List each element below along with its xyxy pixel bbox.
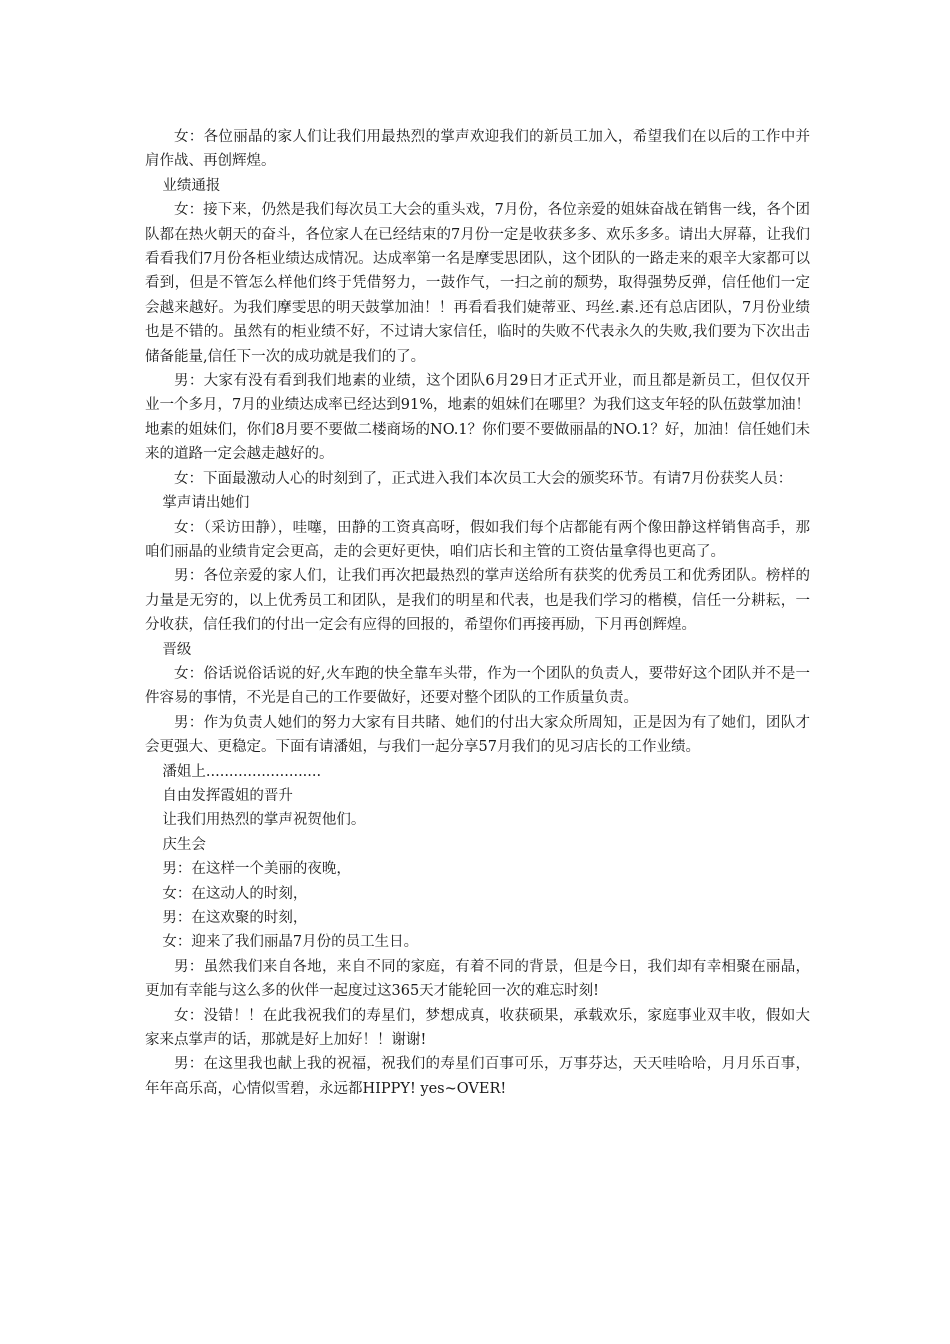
- paragraph-pan-on-stage: 潘姐上.........................: [162, 763, 322, 780]
- document-body: [145, 125, 810, 1101]
- paragraph-congratulate: 让我们用热烈的掌声祝贺他们。: [162, 812, 366, 829]
- paragraph-award-applause: 男：各位亲爱的家人们，让我们再次把最热烈的掌声送给所有获奖的优秀员工和优秀团队。榜样的力量是无穷的，以上优秀员工和团队，是我们的明星和代表，也是我们学习的楷模，信任一分耕耘，一分收获，信任我们的付出一定会有应得的回报的，希望你们再接再励，下月再创辉煌。: [145, 568, 810, 634]
- paragraph-birthday-wishes: 女：没错！！在此我祝我们的寿星们，梦想成真，收获硕果，承载欢乐，家庭事业双丰收，假如大家来点掌声的话，那就是好上加好！！谢谢!: [145, 1007, 810, 1049]
- section-heading-birthday: 庆生会: [162, 836, 206, 853]
- section-heading-performance: 业绩通报: [162, 177, 221, 194]
- paragraph-applause: 掌声请出她们: [162, 495, 250, 512]
- paragraph-disu-team: 男：大家有没有看到我们地素的业绩，这个团队6月29日才正式开业，而且都是新员工，但仅仅开业一个多月，7月的业绩达成率已经达到91%，地素的姐妹们在哪里？为我们这支年轻的队伍鼓掌加油！地素的姐妹们，你们8月要不要做二楼商场的NO.1？你们要不要做丽晶的NO.1？好，加油！信任她们未来的道路一定会越走越好的。: [145, 373, 810, 463]
- paragraph-closing-blessing: 男：在这里我也献上我的祝福，祝我们的寿星们百事可乐，万事芬达，天天哇哈哈，月月乐百事，年年高乐高，心情似雪碧，永远都HIPPY! yes~OVER!: [145, 1056, 810, 1097]
- paragraph-award-intro: 女：下面最激动人心的时刻到了，正式进入我们本次员工大会的颁奖环节。有请7月份获奖人员：: [174, 470, 793, 487]
- paragraph-team-leader: 女：俗话说俗话说的好,火车跑的快全靠车头带，作为一个团队的负责人，要带好这个团队并不是一件容易的事情，不光是自己的工作要做好，还要对整个团队的工作质量负责。: [145, 665, 810, 707]
- paragraph-xia-promotion: 自由发挥霞姐的晋升: [162, 787, 293, 804]
- paragraph-beautiful-night: 男：在这样一个美丽的夜晚，: [162, 861, 351, 878]
- paragraph-interview: 女：（采访田静），哇噻，田静的工资真高呀，假如我们每个店都能有两个像田静这样销售高手，那咱们丽晶的业绩肯定会更高，走的会更好更快，咱们店长和主管的工资估量拿得也更高了。: [145, 519, 810, 560]
- paragraph-staff-birthday: 女：迎来了我们丽晶7月份的员工生日。: [162, 934, 419, 951]
- paragraph-moving-moment: 女：在这动人的时刻，: [162, 885, 308, 902]
- paragraph-performance-report: 女：接下来，仍然是我们每次员工大会的重头戏，7月份，各位亲爱的姐妹奋战在销售一线，各个团队都在热火朝天的奋斗，各位家人在已经结束的7月份一定是收获多多、欢乐多多。请出大屏幕，让我们看看我们7月份各柜业绩达成情况。达成率第一名是摩雯思团队，这个团队的一路走来的艰辛大家都可以看到，但是不管怎么样他们终于凭借努力，一鼓作气，一扫之前的颓势，取得强势反弹，信任他们一定会越来越好。为我们摩雯思的明天鼓掌加油！！再看看我们婕蒂亚、玛丝.素.还有总店团队，7月份业绩也是不错的。虽然有的柜业绩不好，不过请大家信任，临时的失败不代表永久的失败,我们要为下次出击储备能量,信任下一次的成功就是我们的了。: [145, 202, 810, 365]
- paragraph-different-backgrounds: 男：虽然我们来自各地，来自不同的家庭，有着不同的背景，但是今日，我们却有幸相聚在丽晶，更加有幸能与这么多的伙伴一起度过这365天才能轮回一次的难忘时刻!: [145, 958, 810, 1000]
- section-heading-promotion: 晋级: [162, 641, 192, 658]
- paragraph-gathering-moment: 男：在这欢聚的时刻，: [162, 910, 308, 926]
- paragraph-leader-effort: 男：作为负责人她们的努力大家有目共睹、她们的付出大家众所周知，正是因为有了她们，团队才会更强大、更稳定。下面有请潘姐，与我们一起分享57月我们的见习店长的工作业绩。: [145, 714, 810, 756]
- paragraph-welcome-new-staff: 女：各位丽晶的家人们让我们用最热烈的掌声欢迎我们的新员工加入，希望我们在以后的工作中并肩作战、再创辉煌。: [145, 129, 810, 170]
